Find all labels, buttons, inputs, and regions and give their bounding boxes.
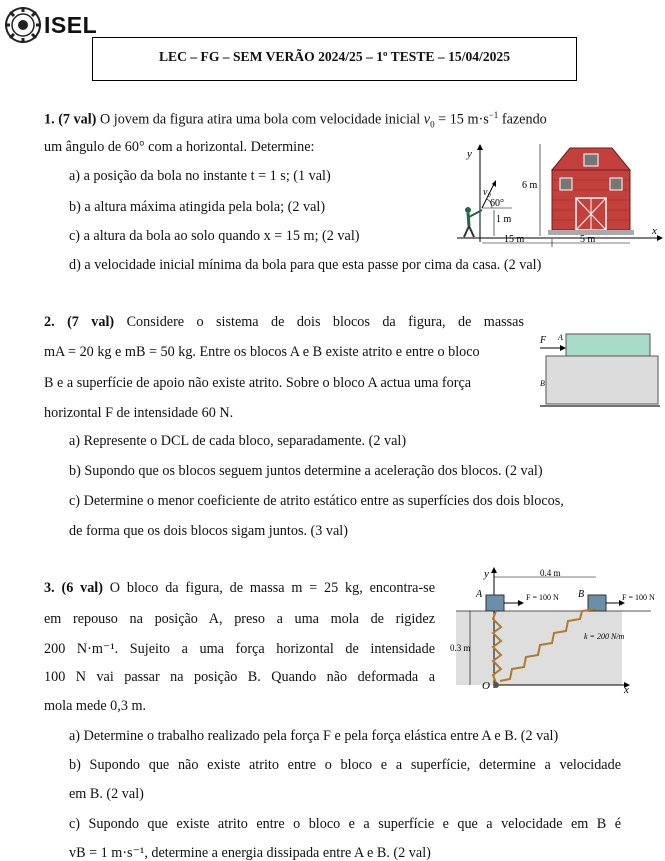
q1-item-b: b) a altura máxima atingida pela bola; (2 val) <box>69 199 326 215</box>
q1-text-a: O jovem da figura atira uma bola com velocidade inicial <box>99 111 421 128</box>
q1-fig-x: x <box>652 225 657 237</box>
q3-line3: 200 N·m⁻¹. Sujeito a uma força horizontal de intensidade <box>44 641 435 657</box>
q3-line4: 100 N vai passar na posição B. Quando não deformada a <box>44 669 435 685</box>
q1-v: v <box>423 111 431 128</box>
q1-fig-v0: v₀ <box>483 187 491 198</box>
q3-line5: mola mede 0,3 m. <box>44 698 147 714</box>
q2-figure <box>536 328 661 410</box>
q2-line2: mA = 20 kg e mB = 50 kg. Entre os blocos A e B existe atrito e entre o bloco <box>44 344 480 360</box>
logo-text: ISEL <box>44 12 98 38</box>
q1-item-d: d) a velocidade inicial mínima da bola para que esta passe por cima da casa. (2 val) <box>69 257 542 273</box>
q1-text-b: = 15 m·s <box>438 111 489 128</box>
q3-fig-O: O <box>482 680 490 692</box>
q3-fig-d03: 0.3 m <box>450 643 471 653</box>
q1-points: (7 val) <box>58 111 97 128</box>
q2-line1 <box>44 314 524 330</box>
q3-line2: em repouso na posição A, preso a uma mola de rigidez <box>44 611 435 627</box>
q1-line1 <box>44 107 624 133</box>
q1-fig-y: y <box>467 148 472 160</box>
q2-item-c2: de forma que os dois blocos sigam juntos. (3 val) <box>69 523 348 539</box>
q1-line2: um ângulo de 60° com a horizontal. Determine: <box>44 139 315 155</box>
q2-item-c1: c) Determine o menor coeficiente de atrito estático entre as superfícies dos dois blocos, <box>69 493 564 509</box>
q1-item-c: c) a altura da bola ao solo quando x = 15 m; (2 val) <box>69 228 360 244</box>
q1-text-c: fazendo <box>501 111 547 128</box>
q2-fig-A: A <box>558 333 563 342</box>
q3-fig-d04: 0.4 m <box>540 568 561 578</box>
q2-points: (7 val) <box>67 314 115 330</box>
person-icon <box>464 207 482 237</box>
header-box <box>92 37 577 81</box>
q1-number: 1. <box>44 111 55 128</box>
q3-item-c1: c) Supondo que existe atrito entre o bloco e a superfície e que a velocidade em B é <box>69 816 621 832</box>
q3-item-b1: b) Supondo que não existe atrito entre o bloco e a superfície, determine a velocidade <box>69 757 621 773</box>
q3-figure <box>446 565 664 693</box>
page-title: LEC – FG – SEM VERÃO 2024/25 – 1º TESTE – 15/04/2025 <box>158 49 511 64</box>
q3-fig-FA: F = 100 N <box>526 593 559 602</box>
q2-text-1: Considere o sistema de dois blocos da figura, de massas <box>126 314 524 330</box>
q3-line1 <box>44 580 435 596</box>
q3-number: 3. <box>44 580 55 596</box>
q2-number: 2. <box>44 314 55 330</box>
q1-fig-d5: 5 m <box>580 234 596 245</box>
q3-fig-FB: F = 100 N <box>622 593 655 602</box>
q2-line4: horizontal F de intensidade 60 N. <box>44 405 234 421</box>
q3-item-a: a) Determine o trabalho realizado pela força F e pela força elástica entre A e B. (2 val) <box>69 728 559 744</box>
q1-figure <box>452 140 664 248</box>
isel-logo-icon <box>3 6 45 44</box>
q3-text-1: O bloco da figura, de massa m = 25 kg, encontra-se <box>109 580 436 596</box>
q3-fig-k: k = 200 N/m <box>584 632 625 641</box>
q3-fig-A: A <box>476 589 483 600</box>
q3-fig-x: x <box>624 684 629 693</box>
q1-item-a: a) a posição da bola no instante t = 1 s; (1 val) <box>69 168 331 184</box>
q1-fig-d15: 15 m <box>504 234 525 245</box>
q1-fig-h1: 1 m <box>496 214 512 225</box>
q1-v-sub: 0 <box>430 119 435 130</box>
q1-fig-h6: 6 m <box>522 180 538 191</box>
q2-line3: B e a superfície de apoio não existe atrito. Sobre o bloco A actua uma força <box>44 375 472 391</box>
q3-fig-y: y <box>484 568 489 580</box>
q1-fig-angle: 60° <box>490 198 504 209</box>
q2-item-b: b) Supondo que os blocos seguem juntos determine a aceleração dos blocos. (2 val) <box>69 463 543 479</box>
barn-icon <box>548 148 634 235</box>
q2-fig-B: B <box>540 379 545 388</box>
q3-points: (6 val) <box>61 580 103 596</box>
q3-item-b2: em B. (2 val) <box>69 786 144 802</box>
q3-fig-B: B <box>578 589 585 600</box>
q2-fig-F: F <box>540 335 547 346</box>
q1-sup: −1 <box>488 110 499 120</box>
q3-item-c2: vB = 1 m·s⁻¹, determine a energia dissipada entre A e B. (2 val) <box>69 845 431 861</box>
q2-item-a: a) Represente o DCL de cada bloco, separadamente. (2 val) <box>69 433 407 449</box>
